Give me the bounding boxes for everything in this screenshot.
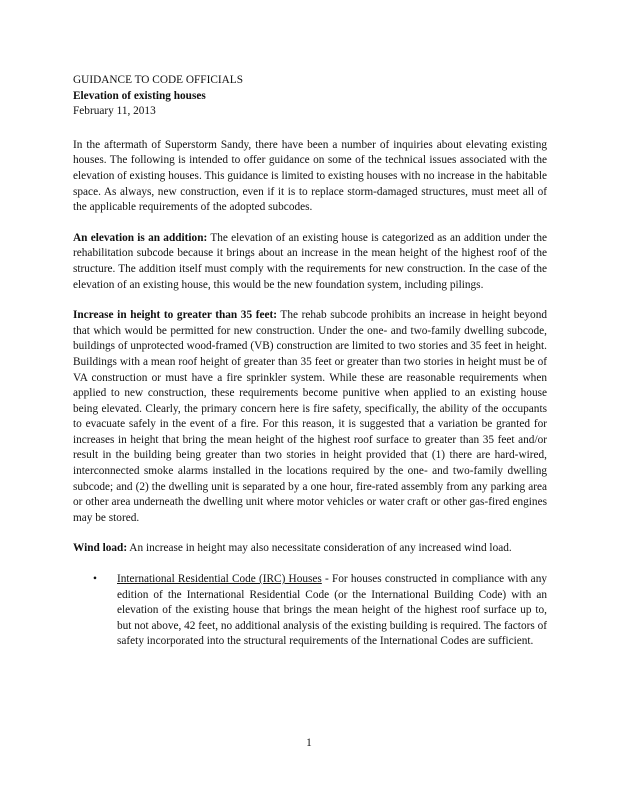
bullet-icon: • <box>93 573 97 586</box>
addition-paragraph <box>73 231 547 293</box>
addition-heading: An elevation is an addition: <box>73 231 208 244</box>
list-item <box>73 572 547 650</box>
wind-body: An increase in height may also necessitate consideration of any increased wind load. <box>127 542 512 555</box>
page-number: 1 <box>306 737 312 749</box>
spacer <box>73 557 547 572</box>
bullet-title: International Residential Code (IRC) Houses <box>117 573 322 586</box>
addition-body: The elevation of an existing house is categorized as an addition under the rehabilitation subcode because it brings about an increase in the mean height of the highest roof of the structure. The addition itself must comply with the requirements for new construction. In the case of the elevation of an existing house, this would be the new foundation system, including pilings. <box>73 231 547 291</box>
wind-paragraph <box>73 541 547 557</box>
height-paragraph <box>73 308 547 526</box>
document-heading: GUIDANCE TO CODE OFFICIALS <box>73 74 243 86</box>
bullet-list <box>73 572 547 650</box>
wind-heading: Wind load: <box>73 542 128 555</box>
spacer <box>73 120 547 138</box>
document-subtitle: Elevation of existing houses <box>73 89 206 102</box>
bullet-body: - For houses constructed in compliance with any edition of the International Residential Code (or the International Building Code) with an elevation of the existing house that brings the mean height of the highest roof surface up to, but not above, 42 feet, no additional analysis of the existing building is required. The factors of safety incorporated into the structural requirements of the International Codes are sufficient. <box>117 573 547 648</box>
spacer <box>73 526 547 541</box>
intro-paragraph: In the aftermath of Superstorm Sandy, there have been a number of inquiries about elevating existing houses. The following is intended to offer guidance on some of the technical issues associated with the elevation of existing houses. This guidance is limited to existing houses with no increase in the habitable space. As always, new construction, even if it is to replace storm-damaged structures, must meet all of the applicable requirements of the adopted subcodes. <box>73 138 547 214</box>
document-date: February 11, 2013 <box>73 105 156 118</box>
spacer <box>73 293 547 308</box>
height-heading: Increase in height to greater than 35 feet: <box>73 309 278 322</box>
spacer <box>73 216 547 231</box>
document-page <box>73 73 547 650</box>
height-body: The rehab subcode prohibits an increase in height beyond that which would be permitted for new construction. Under the one- and two-family dwelling subcode, buildings of unprotected wood-framed (VB) construction are limited to two stories and 35 feet in height. Buildings with a mean roof height of greater than 35 feet or greater than two stories in height must be of VA construction or must have a fire sprinkler system. While these are reasonable requirements when applied to new construction, these requirements become punitive when applied to an existing house being elevated. Clearly, the primary concern here is fire safety, specifically, the ability of the occupants to evacuate safely in the event of a fire. For this reason, it is suggested that a variation be granted for increases in height that bring the mean height of the highest roof surface to greater than 35 feet and/or result in the building being greater than two stories in height provided that (1) there are hard-wired, interconnected smoke alarms installed in the locations required by the one- and two-family dwelling subcode; and (2) the dwelling unit is separated by a one hour, fire-rated assembly from any parking area or other area underneath the dwelling unit where motor vehicles or water craft or other gas-fired engines may be stored. <box>73 309 547 524</box>
